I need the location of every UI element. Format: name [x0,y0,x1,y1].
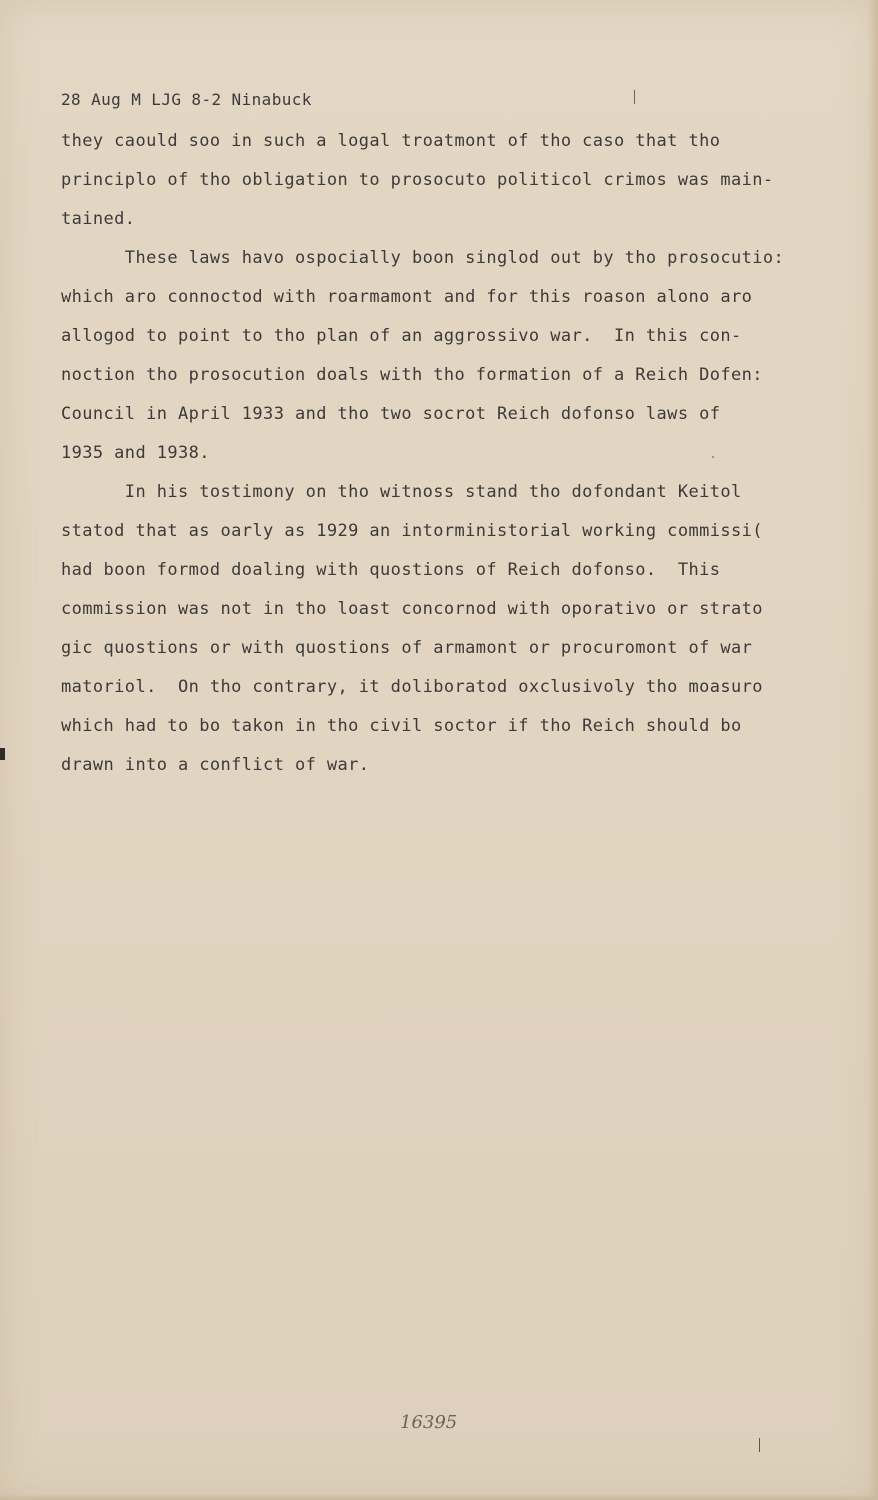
paper-speck [712,456,714,458]
text-line-15: matoriol. On tho contrary, it doliboratod oxclusivoly tho moasuro [61,677,763,697]
text-line-14: gic quostions or with quostions of armamont or procuromont of war [61,638,753,658]
text-line-2: principlo of tho obligation to prosocuto politicol crimos was main- [61,170,774,190]
text-line-8: Council in April 1933 and tho two socrot Reich dofonso laws of [61,404,721,424]
text-line-1: they caould soo in such a logal troatmont of tho caso that tho [61,131,721,151]
text-line-9: 1935 and 1938. [61,443,210,463]
page-edge-bottom [0,1494,878,1500]
text-line-7: noction tho prosocution doals with tho formation of a Reich Dofen: [61,365,763,385]
text-line-17: drawn into a conflict of war. [61,755,370,775]
text-line-10: In his tostimony on tho witnoss stand tho dofondant Keitol [61,482,742,502]
page-header: 28 Aug M LJG 8-2 Ninabuck [61,90,312,109]
text-line-4: These laws havo ospocially boon singlod out by tho prosocutio: [61,248,785,268]
text-line-12: had boon formod doaling with quostions of Reich dofonso. This [61,560,721,580]
stray-mark-top [634,90,635,104]
text-line-16: which had to bo takon in tho civil soctor if tho Reich should bo [61,716,742,736]
page-edge-right [868,0,878,1500]
margin-mark [0,748,5,760]
page-number: 16395 [400,1412,458,1433]
text-line-13: commission was not in tho loast concornod with oporativo or strato [61,599,763,619]
text-line-3: tained. [61,209,136,229]
text-line-6: allogod to point to tho plan of an aggrossivo war. In this con- [61,326,742,346]
text-line-5: which aro connoctod with roarmamont and for this roason alono aro [61,287,753,307]
stray-mark-bottom [759,1438,760,1452]
text-line-11: statod that as oarly as 1929 an intorministorial working commissi( [61,521,763,541]
